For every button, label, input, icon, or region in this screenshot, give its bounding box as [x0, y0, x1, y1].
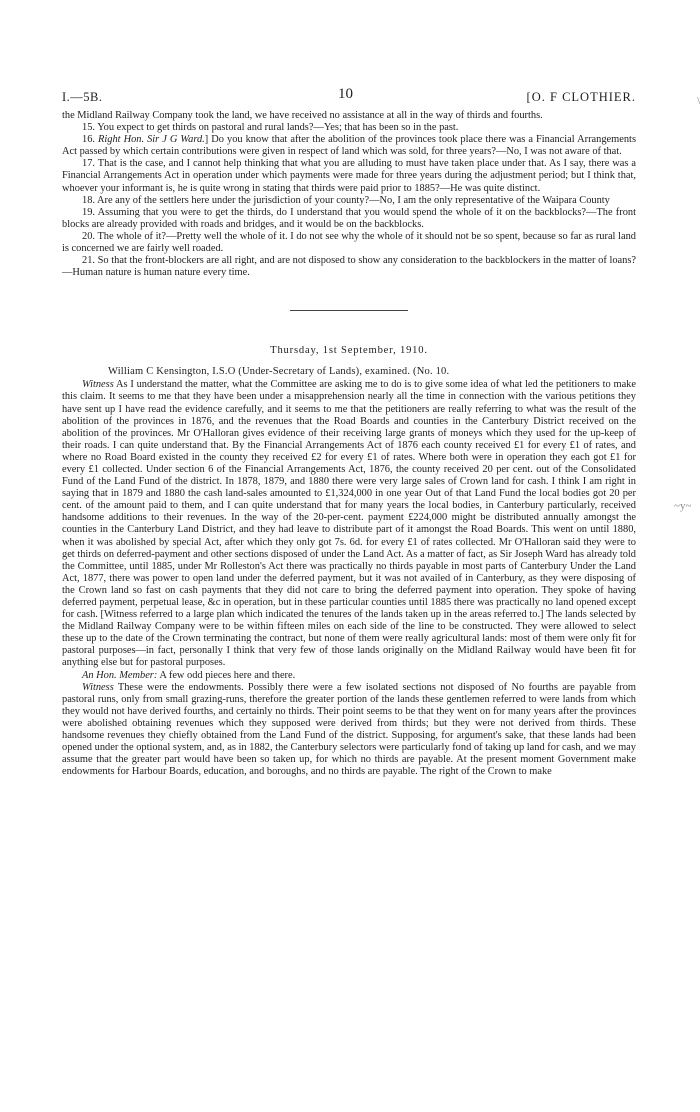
member-label: An Hon. Member: — [82, 669, 158, 681]
question-20: 20. The whole of it?—Pretty well the whole of it. I do not see why the whole of it should not be so spent, because so far as rural land is concerned we are fairly well roaded. — [62, 230, 636, 255]
witness-introduction: William C Kensington, I.S.O (Under-Secretary of Lands), examined. (No. 10. — [108, 366, 450, 378]
witness-label-2: Witness — [82, 681, 114, 693]
witness-reply-text: These were the endowments. Possibly there were a few isolated sections not disposed of No fourths are payable from pastoral runs, only from small grazing-runs, therefore the greater portion of the lands these gentlemen referred to were lands from which they would not have derived fourths, and certainly no thirds. Their point seems to be that they went on for many years after the provinces were abolished obtaining revenues which they supposed were derived from thirds; but they were not derived from thirds. These handsome revenues they chiefly obtained from the Land Fund of the district. Supposing, for argument's sake, that these lands had been opened under the optional system, and, as in 1882, the Canterbury selectors were particularly fond of taking up land for cash, and we may assume that the greater part would have been so taken up, for which no thirds are payable. At the present moment Government make endowments for Harbour Boards, education, and boroughs, and no thirds are payable. The right of the Crown to make — [62, 681, 636, 778]
witness-label: Witness — [82, 379, 114, 391]
question-16 — [62, 134, 636, 158]
question-16-speaker: Right Hon. Sir J G Ward. — [98, 134, 205, 146]
question-16-number: 16. — [82, 134, 99, 146]
question-17: 17. That is the case, and I cannot help thinking that what you are alluding to must have taken place under that. As I say, there was a Financial Arrangements Act in operation under which payments were made for three years during the adjustment period; but I think that, whoever your informant is, he is quite wrong in stating that thirds were paid prior to 1885?—He was quite distinct. — [62, 158, 636, 194]
question-18: 18. Are any of the settlers here under the jurisdiction of your county?—No, I am the only representative of the Waipara County — [82, 194, 610, 206]
question-19: 19. Assuming that you were to get the thirds, do I understand that you would spend the whole of it on the backblocks?—The front blocks are already provided with roads and bridges, and it would be on the backblocks. — [62, 206, 636, 230]
page-number: 10 — [338, 86, 353, 102]
running-header — [62, 84, 636, 106]
date-heading: Thursday, 1st September, 1910. — [270, 345, 428, 357]
witness-reply — [62, 682, 636, 779]
witness-statement — [62, 379, 636, 669]
member-interjection — [62, 670, 636, 682]
question-16-text: ] Do you know that after the abolition of the provinces took place there was a Financial Arrangements Act passed by which certain contributions were given in respect of land which was sold, for three years?—No, I was not aware of that. — [62, 134, 636, 158]
witness-statement-text: As I understand the matter, what the Committee are asking me to do is to give some idea of what led the petitioners to make this claim. It seems to me that they have been under a misapprehension nearly all the time in connection with the various petitions they have sent up I have read the evidence carefully, and it seems to me that the petitioners are really referring to what was the result of the abolition of the provinces in 1876, and the revenues that the Road Boards and counties in the Canterbury District received on the abolition of the provinces. Mr O'Halloran gives evidence of their receiving large grants of moneys which they used for the up-keep of their roads. I can quite understand that. By the Financial Arrangements Act of 1876 each county received £1 for every £1 of rates, and where no Road Board existed in the county they received £2 for every £1 of rates. Where both were in operation they each got £1 for every £1 collected. Under section 6 of the Financial Arrangements Act, 1876, the county received 20 per cent. out of the Consolidated Fund of the Land Fund of the district. In 1878, 1879, and 1880 there were very large sales of Crown land for cash. I think I am right in saying that in 1879 and 1880 the cash land-sales amounted to £1,324,000 in one year Out of that Land Fund the local bodies got 20 per cent. of the amount paid to them, and I can quite understand that for many years the local bodies, in Canterbury particularly, received handsome additions to their revenues. In the way of the 20-per-cent. payment £224,000 might be distributed annually amongst the counties in the Canterbury Land District, and they had leave to distribute part of it amongst the Road Boards. This went on until 1880, when it was abolished by special Act, after which they only got 7s. 6d. for every £1 of rates collected. Mr O'Halloran said they were to get thirds on deferred-payment and other sections disposed of under the Land Act. As a matter of fact, as Sir Joseph Ward has already told the Committee, until 1885, under Mr Rolleston's Act there was practically no thirds payable in most parts of Canterbury Under the Land Act, 1877, there was power to open land under the deferred payment, but it was not availed of in Canterbury, as they were disposing of the Crown land so fast on cash payments that they did not care to bring the deferred payment into operation. They spoke of having deferred payment, perpetual lease, &c in operation, but in these particular counties until 1885 there was practically no land opened except for cash. [Witness referred to a large plan which indicated the tenures of the lands taken up in the areas referred to.] The lands selected by the Midland Railway Company were to be within fifteen miles on each side of the line to be constructed. They were allowed to select these up to the date of the Crown terminating the contract, but none of them were really agricultural lands: most of them were only fit for pastoral purposes—in fact, personally I think that very few of those lands originally on the Midland Railway would have been fit for anything else but for pastoral purposes. — [62, 379, 636, 669]
continued-answer: the Midland Railway Company took the land, we have received no assistance at all in the way of thirds and fourths. — [62, 110, 543, 121]
question-15: 15. You expect to get thirds on pastoral and rural lands?—Yes; that has been so in the past. — [82, 122, 459, 134]
section-divider — [290, 310, 408, 311]
page-body — [62, 84, 636, 778]
member-text: A few odd pieces here and there. — [157, 669, 296, 681]
witness-name-header: [O. F CLOTHIER. — [526, 90, 636, 104]
question-21: 21. So that the front-blockers are all right, and are not disposed to show any consideration to the backblockers in the matter of loans?—Human nature is human nature every time. — [62, 255, 636, 279]
paper-reference: I.—5B. — [62, 90, 103, 104]
margin-mark-top: \ — [697, 96, 700, 107]
previous-evidence — [62, 110, 636, 279]
margin-mark-middle: ~y~ — [674, 500, 692, 512]
